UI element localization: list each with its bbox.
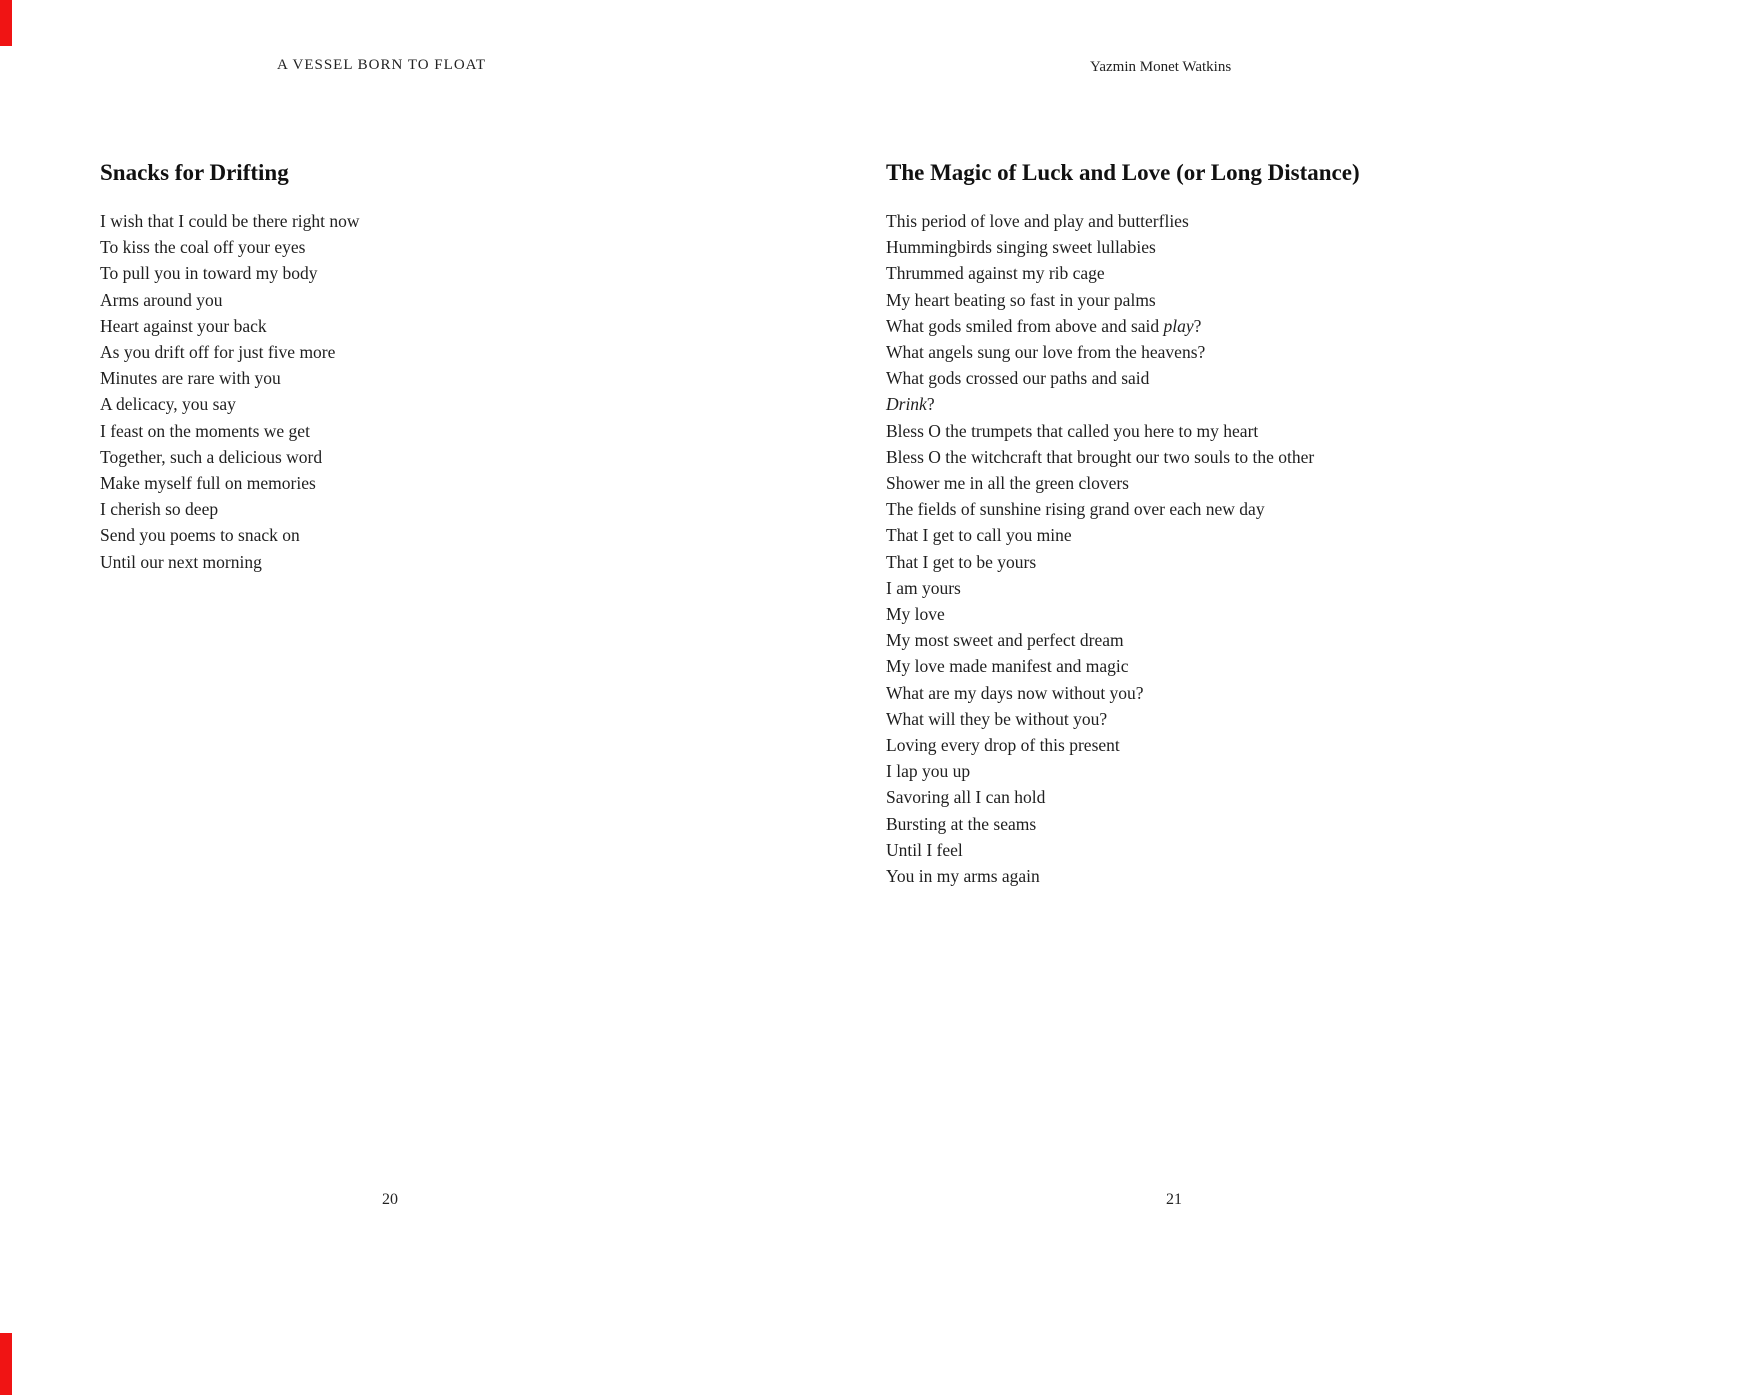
poem-line: The fields of sunshine rising grand over each new day bbox=[886, 499, 1265, 520]
poem-line: I cherish so deep bbox=[100, 499, 219, 520]
poem-line: I feast on the moments we get bbox=[100, 420, 310, 441]
poem-line: Heart against your back bbox=[100, 315, 267, 336]
poem-line: Hummingbirds singing sweet lullabies bbox=[886, 237, 1156, 258]
poem-line: My love made manifest and magic bbox=[886, 656, 1129, 677]
poem-line: Until our next morning bbox=[100, 551, 262, 572]
poem-line: My love bbox=[886, 604, 945, 625]
poem-line: To kiss the coal off your eyes bbox=[100, 237, 306, 258]
running-head-author: Yazmin Monet Watkins bbox=[1090, 59, 1232, 75]
poem-line: Loving every drop of this present bbox=[886, 735, 1120, 756]
poem-line: To pull you in toward my body bbox=[100, 263, 318, 284]
running-head-book-title: A VESSEL BORN TO FLOAT bbox=[277, 57, 486, 73]
poem-body-left bbox=[100, 208, 820, 575]
poem-line: Bless O the trumpets that called you here to my heart bbox=[886, 420, 1259, 441]
poem-line: Savoring all I can hold bbox=[886, 787, 1046, 808]
poem-title-left: Snacks for Drifting bbox=[100, 160, 289, 185]
poem-line: Bursting at the seams bbox=[886, 813, 1037, 834]
poem-title-right: The Magic of Luck and Love (or Long Distance) bbox=[886, 160, 1360, 185]
poem-line: Minutes are rare with you bbox=[100, 368, 281, 389]
page-number-left: 20 bbox=[382, 1191, 398, 1208]
poem-line: I am yours bbox=[886, 577, 961, 598]
poem-line: What are my days now without you? bbox=[886, 682, 1144, 703]
poem-line: What gods crossed our paths and said bbox=[886, 368, 1150, 389]
poem-line: A delicacy, you say bbox=[100, 394, 236, 415]
poem-line: Send you poems to snack on bbox=[100, 525, 300, 546]
red-edge-mark-bottom bbox=[0, 1333, 12, 1395]
poem-line: As you drift off for just five more bbox=[100, 342, 336, 363]
poem-line: My most sweet and perfect dream bbox=[886, 630, 1124, 651]
poem-body-right bbox=[886, 208, 1686, 889]
poem-line: You in my arms again bbox=[886, 866, 1040, 887]
poem-line: What will they be without you? bbox=[886, 708, 1108, 729]
poem-line: I lap you up bbox=[886, 761, 971, 782]
poem-line: I wish that I could be there right now bbox=[100, 211, 360, 231]
red-edge-mark-top bbox=[0, 0, 12, 46]
poem-line: Make myself full on memories bbox=[100, 473, 316, 494]
poem-line: Shower me in all the green clovers bbox=[886, 473, 1129, 494]
poem-line: This period of love and play and butterflies bbox=[886, 211, 1189, 231]
poem-line: Drink? bbox=[886, 394, 935, 415]
poem-line: Thrummed against my rib cage bbox=[886, 263, 1105, 284]
poem-line: My heart beating so fast in your palms bbox=[886, 289, 1156, 310]
poem-line: Until I feel bbox=[886, 839, 963, 860]
poem-line: Bless O the witchcraft that brought our two souls to the other bbox=[886, 446, 1315, 467]
poem-line: That I get to be yours bbox=[886, 551, 1037, 572]
poem-line: What gods smiled from above and said play? bbox=[886, 315, 1202, 336]
poem-line: Together, such a delicious word bbox=[100, 446, 323, 467]
page-number-right: 21 bbox=[1166, 1191, 1182, 1208]
poem-line: Arms around you bbox=[100, 289, 223, 310]
poem-line: That I get to call you mine bbox=[886, 525, 1072, 546]
poem-line: What angels sung our love from the heavens? bbox=[886, 342, 1206, 363]
